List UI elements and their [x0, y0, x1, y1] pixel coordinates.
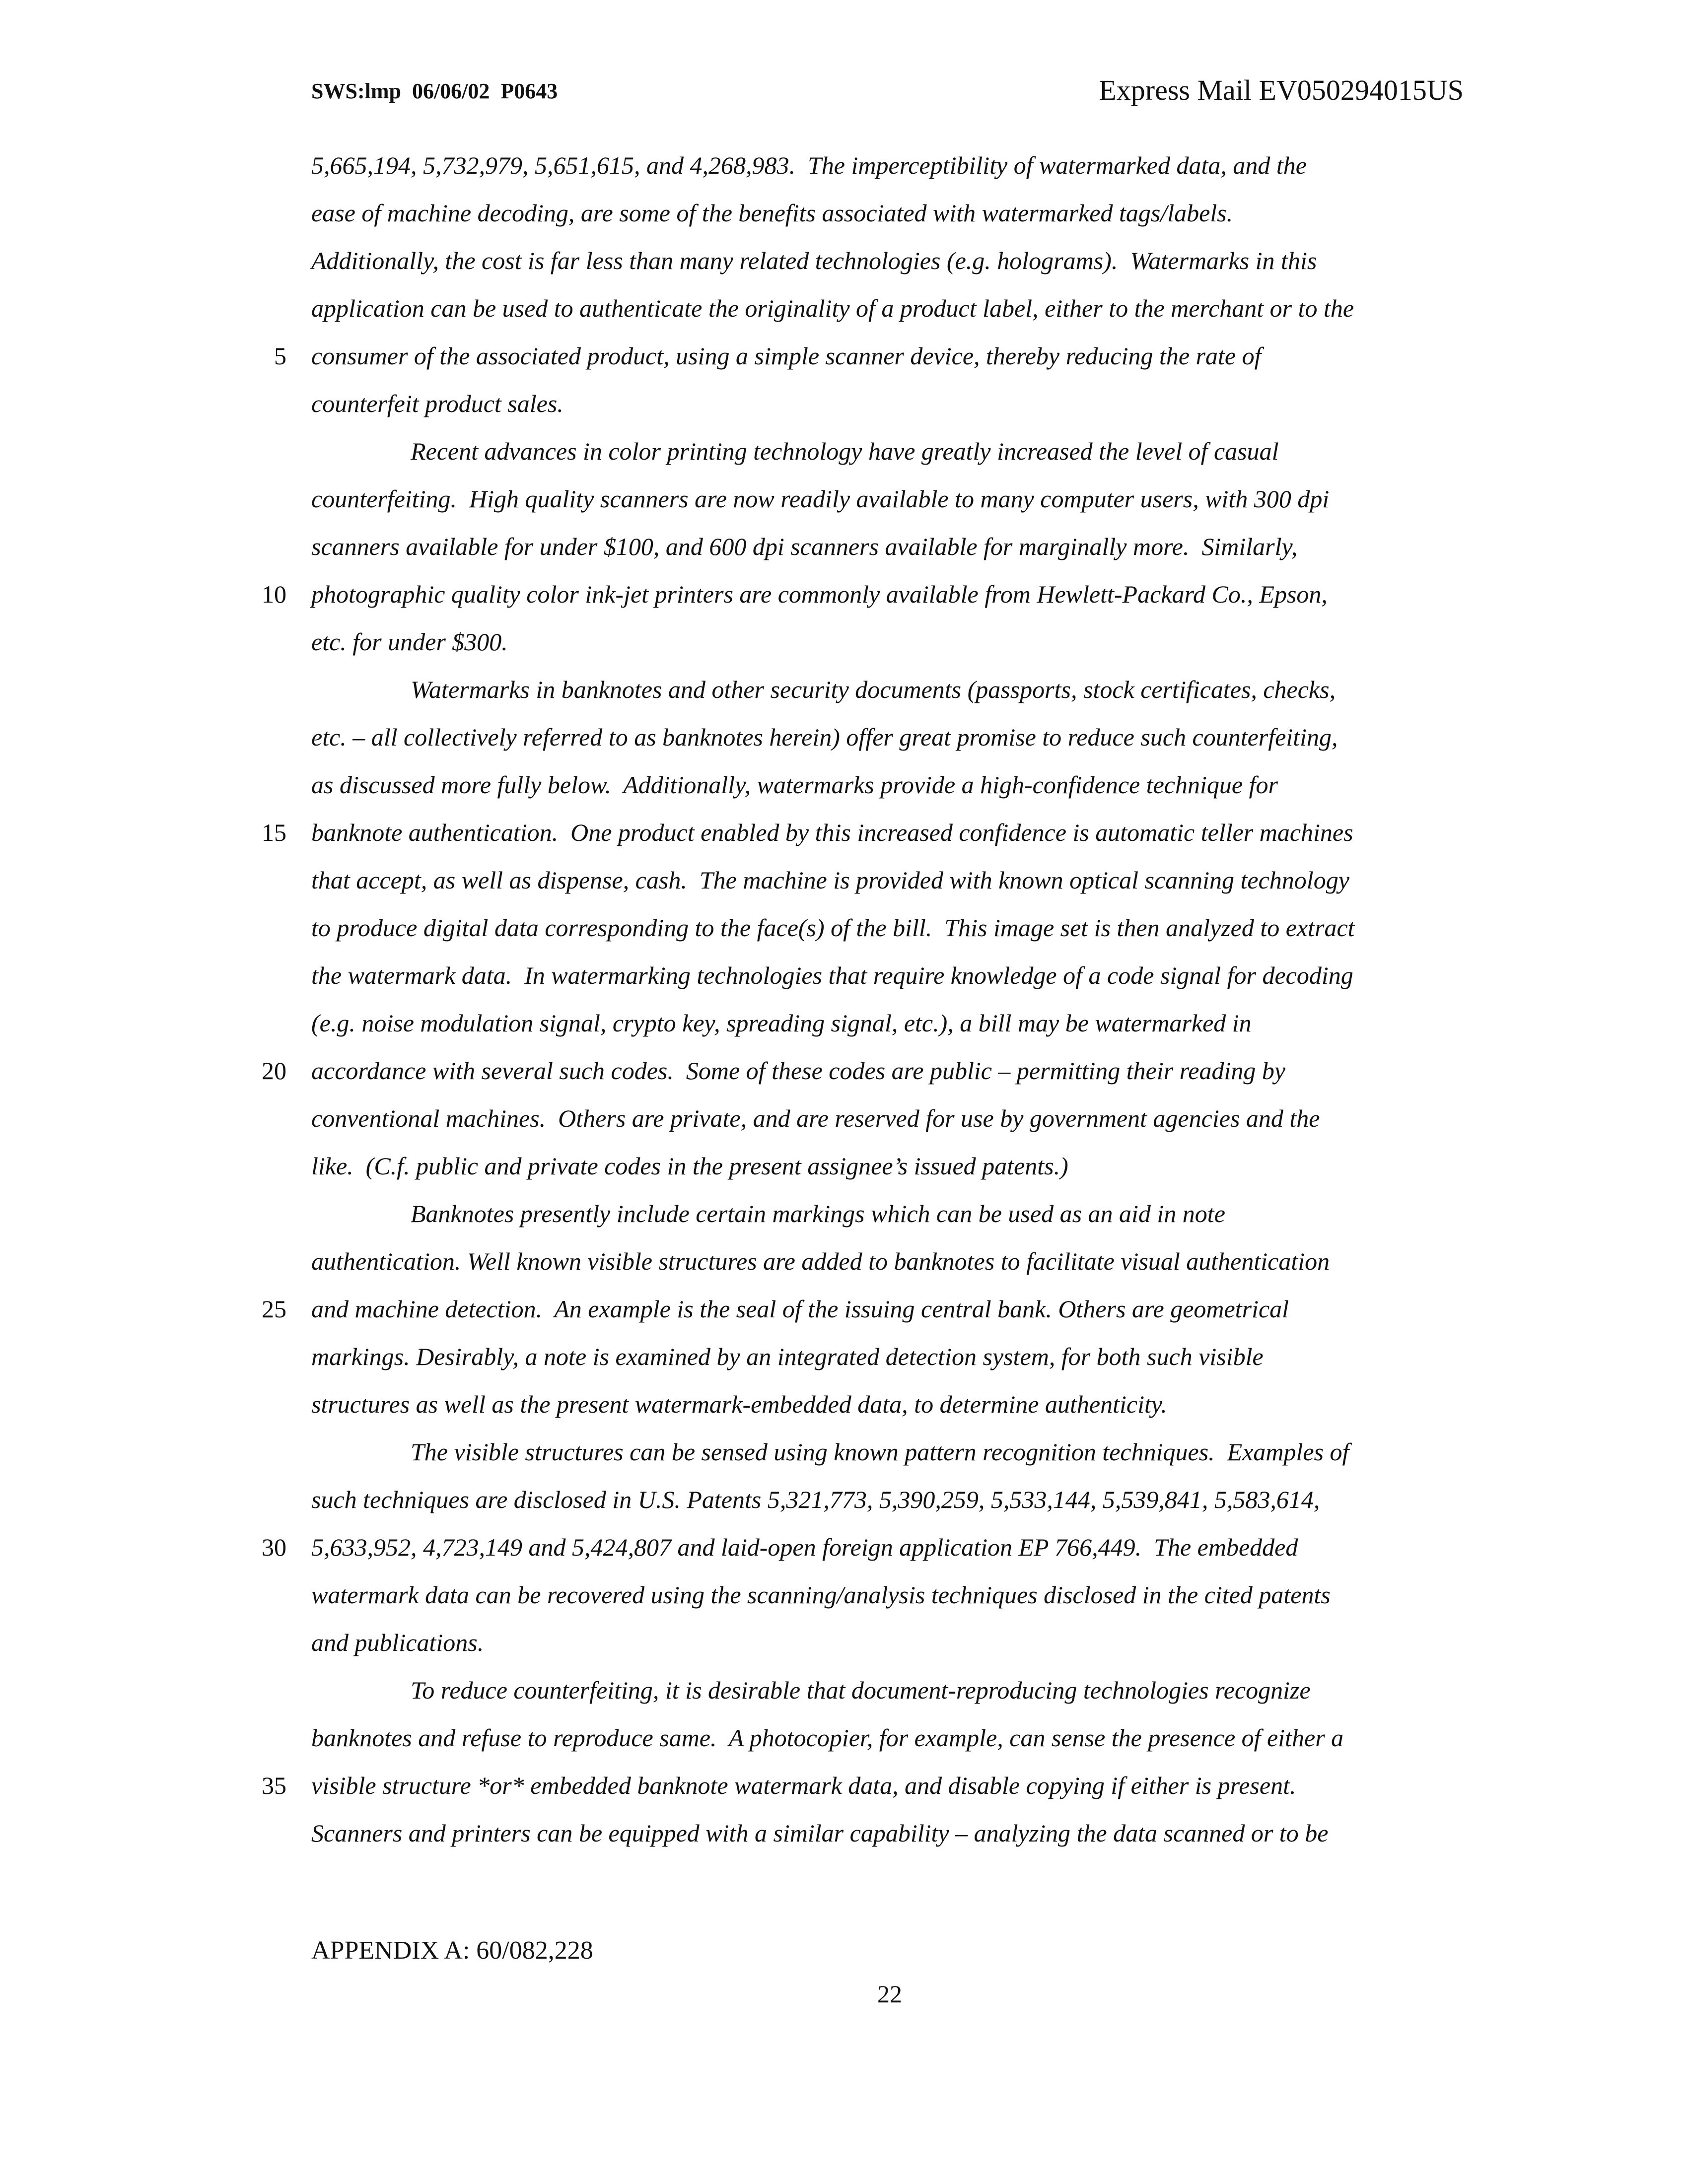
body-line [311, 237, 1468, 284]
line-text: that accept, as well as dispense, cash. The machine is provided with known optical scanning technology [311, 866, 1349, 894]
body-line [311, 1094, 1468, 1142]
line-number: 15 [262, 819, 286, 846]
line-text: banknote authentication. One product enabled by this increased confidence is automatic teller machines [311, 819, 1353, 846]
line-text: counterfeiting. High quality scanners are now readily available to many computer users, with 300 dpi [311, 485, 1330, 513]
line-text: the watermark data. In watermarking technologies that require knowledge of a code signal for decoding [311, 961, 1353, 989]
body-line [262, 1285, 1468, 1333]
body-line [311, 523, 1468, 570]
body-lines [262, 141, 1468, 1857]
body-line [311, 1380, 1468, 1428]
body-line [311, 1714, 1468, 1762]
docket-header: SWS:lmp 06/06/02 P0643 [311, 79, 558, 103]
line-text: Watermarks in banknotes and other security documents (passports, stock certificates, checks, [411, 676, 1336, 703]
line-text: authentication. Well known visible structures are added to banknotes to facilitate visual authentication [311, 1247, 1330, 1275]
line-number: 30 [262, 1533, 286, 1561]
line-text: application can be used to authenticate the originality of a product label, either to the merchant or to the [311, 294, 1354, 322]
line-text: visible structure *or* embedded banknote watermark data, and disable copying if either is present. [311, 1772, 1296, 1799]
line-text: Scanners and printers can be equipped with a similar capability – analyzing the data scanned or to be [311, 1819, 1329, 1847]
line-text: accordance with several such codes. Some of these codes are public – permitting their reading by [311, 1057, 1286, 1085]
line-text: scanners available for under $100, and 600 dpi scanners available for marginally more. Similarly, [311, 533, 1298, 560]
express-mail-label: Express Mail EV050294015US [1099, 74, 1464, 106]
body-line [311, 427, 1468, 475]
line-text: The visible structures can be sensed using known pattern recognition techniques. Examples of [411, 1438, 1349, 1466]
line-text: photographic quality color ink-jet printers are commonly available from Hewlett-Packard Co., Epson, [311, 580, 1328, 608]
line-number: 5 [274, 342, 286, 370]
line-text: 5,633,952, 4,723,149 and 5,424,807 and laid-open foreign application EP 766,449. The embedded [311, 1533, 1298, 1561]
line-text: consumer of the associated product, using a simple scanner device, thereby reducing the rate of [311, 342, 1262, 370]
body-line [311, 380, 1468, 427]
body-line [311, 713, 1468, 761]
body-line [311, 999, 1468, 1047]
body-line [311, 1428, 1468, 1476]
body-line [262, 809, 1468, 856]
line-text: such techniques are disclosed in U.S. Patents 5,321,773, 5,390,259, 5,533,144, 5,539,841, 5,583,614, [311, 1486, 1320, 1513]
body-line [311, 904, 1468, 952]
line-number: 10 [262, 580, 286, 608]
body-line [311, 1237, 1468, 1285]
body-line [311, 856, 1468, 904]
body-line [262, 1523, 1468, 1571]
line-text: etc. – all collectively referred to as banknotes herein) offer great promise to reduce such counterfeiting, [311, 723, 1338, 751]
line-text: conventional machines. Others are private, and are reserved for use by government agencies and the [311, 1104, 1320, 1132]
line-text: watermark data can be recovered using the scanning/analysis techniques disclosed in the cited patents [311, 1581, 1331, 1609]
line-text: 5,665,194, 5,732,979, 5,651,615, and 4,268,983. The imperceptibility of watermarked data, and the [311, 151, 1307, 179]
body-line [311, 475, 1468, 523]
body-line [311, 1809, 1468, 1857]
body-line [311, 761, 1468, 809]
body-line [311, 666, 1468, 713]
body-line [262, 1762, 1468, 1809]
line-text: structures as well as the present watermark-embedded data, to determine authenticity. [311, 1390, 1167, 1418]
line-text: banknotes and refuse to reproduce same. A photocopier, for example, can sense the presence of either a [311, 1724, 1344, 1752]
line-text: Recent advances in color printing technology have greatly increased the level of casual [411, 437, 1279, 465]
body-line [311, 1476, 1468, 1523]
line-text: Additionally, the cost is far less than many related technologies (e.g. holograms). Watermarks in this [311, 247, 1317, 274]
body-line [311, 1333, 1468, 1380]
line-text: and publications. [311, 1629, 484, 1656]
line-text: etc. for under $300. [311, 628, 508, 656]
body-line [311, 1190, 1468, 1237]
body-line [262, 1047, 1468, 1094]
line-text: To reduce counterfeiting, it is desirable that document-reproducing technologies recognize [411, 1676, 1311, 1704]
body-line [311, 141, 1468, 189]
body-line [311, 189, 1468, 237]
line-number: 25 [262, 1295, 286, 1323]
body-line [311, 618, 1468, 666]
line-text: markings. Desirably, a note is examined by an integrated detection system, for both such visible [311, 1343, 1264, 1370]
line-number: 35 [262, 1772, 286, 1799]
line-text: ease of machine decoding, are some of the benefits associated with watermarked tags/labels. [311, 199, 1233, 227]
appendix-reference: APPENDIX A: 60/082,228 [311, 1936, 593, 1965]
body-line [311, 1619, 1468, 1666]
body-line [311, 284, 1468, 332]
body-line [311, 1666, 1468, 1714]
line-number: 20 [262, 1057, 286, 1085]
line-text: counterfeit product sales. [311, 390, 563, 417]
line-text: to produce digital data corresponding to the face(s) of the bill. This image set is then analyzed to extract [311, 914, 1355, 942]
body-line [274, 332, 1468, 380]
body-line [311, 952, 1468, 999]
line-text: like. (C.f. public and private codes in the present assignee’s issued patents.) [311, 1152, 1068, 1180]
body-line [311, 1571, 1468, 1619]
page-number: 22 [877, 1980, 902, 2008]
line-text: as discussed more fully below. Additionally, watermarks provide a high-confidence technique for [311, 771, 1278, 799]
line-text: Banknotes presently include certain markings which can be used as an aid in note [411, 1200, 1225, 1228]
line-text: (e.g. noise modulation signal, crypto key, spreading signal, etc.), a bill may be watermarked in [311, 1009, 1252, 1037]
body-line [311, 1142, 1468, 1190]
body-line [262, 570, 1468, 618]
line-text: and machine detection. An example is the seal of the issuing central bank. Others are geometrical [311, 1295, 1289, 1323]
